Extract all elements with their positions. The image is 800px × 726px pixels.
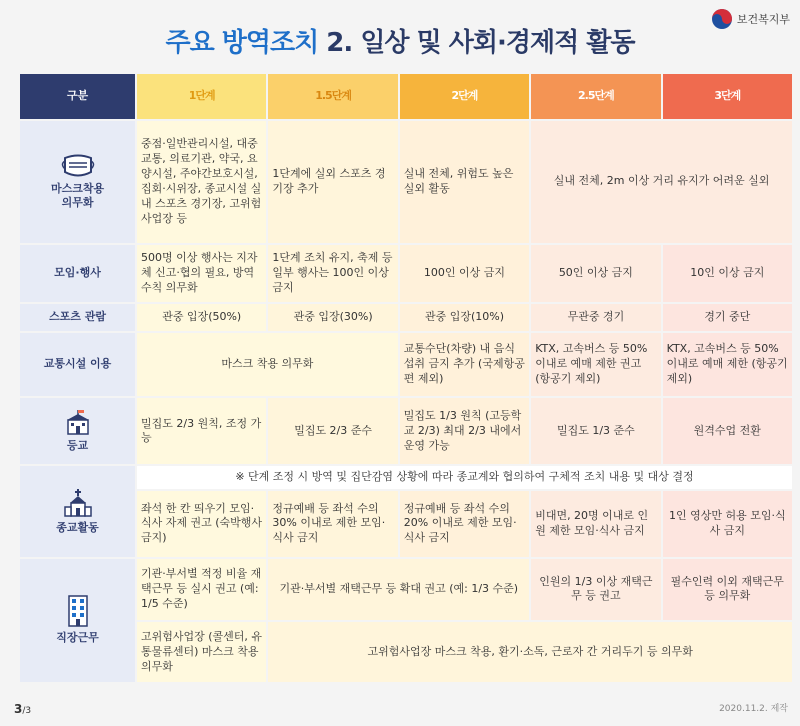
row-label-school: [20, 398, 135, 464]
page-title: [0, 22, 800, 59]
page-indicator: [14, 702, 31, 716]
school-level-3: 원격수업 전환: [663, 398, 792, 464]
work-level-1-remote: 기관·부서별 적정 비율 재택근무 등 실시 권고 (예: 1/5 수준): [137, 559, 266, 621]
row-label-mask: [20, 121, 135, 242]
page-number: 3: [14, 702, 23, 716]
transport-level-1-1-5: 마스크 착용 의무화: [137, 333, 398, 397]
header-level-3: 3단계: [663, 74, 792, 119]
row-label-mask-line1: 마스크착용: [50, 181, 105, 195]
row-sports: [20, 304, 792, 331]
mask-level-2: 실내 전체, 위험도 높은 실외 활동: [400, 121, 529, 242]
row-label-work: [20, 559, 135, 682]
row-gathering: [20, 245, 792, 303]
mask-level-1-5: 1단계에 실외 스포츠 경기장 추가: [268, 121, 397, 242]
work-level-1-highrisk: 고위험사업장 (콜센터, 유통물류센터) 마스크 착용 의무화: [137, 622, 266, 682]
sports-level-1-5: 관중 입장(30%): [268, 304, 397, 331]
gathering-level-1: 500명 이상 행사는 지자체 신고·협의 필요, 방역수칙 의무화: [137, 245, 266, 303]
mask-level-2-5-3: 실내 전체, 2m 이상 거리 유지가 어려운 실외: [531, 121, 792, 242]
school-icon: [61, 408, 95, 436]
measures-table: [18, 72, 794, 684]
office-building-icon: [65, 594, 91, 628]
header-level-1: 1단계: [137, 74, 266, 119]
row-school: [20, 398, 792, 464]
religion-note: ※ 단계 조정 시 방역 및 집단감염 상황에 따라 종교계와 협의하여 구체적 조치 내용 및 대상 결정: [137, 466, 792, 489]
page-total: /3: [22, 706, 32, 716]
row-label-gathering: 모임·행사: [20, 245, 135, 303]
row-work-a: [20, 559, 792, 621]
title-part1: 주요 방역조치: [165, 28, 319, 58]
work-level-1-5-3-highrisk: 고위험사업장 마스크 착용, 환기·소독, 근로자 간 거리두기 등 의무화: [268, 622, 792, 682]
header-category: 구분: [20, 74, 135, 119]
row-label-mask-line2: 의무화: [61, 196, 94, 210]
religion-level-2: 정규예배 등 좌석 수의 20% 이내로 제한 모임·식사 금지: [400, 491, 529, 557]
work-level-2-5-remote: 인원의 1/3 이상 재택근무 등 권고: [531, 559, 660, 621]
transport-level-2-5: KTX, 고속버스 등 50% 이내로 예매 제한 권고 (항공기 제외): [531, 333, 660, 397]
sports-level-2-5: 무관중 경기: [531, 304, 660, 331]
sports-level-2: 관중 입장(10%): [400, 304, 529, 331]
row-label-religion: [20, 466, 135, 556]
school-level-1: 밀집도 2/3 원칙, 조정 가능: [137, 398, 266, 464]
row-label-religion-text: 종교활동: [56, 520, 99, 534]
header-level-1-5: 1.5단계: [268, 74, 397, 119]
logo-text: 보건복지부: [736, 13, 790, 26]
gathering-level-2-5: 50인 이상 금지: [531, 245, 660, 303]
row-label-work-text: 직장근무: [56, 631, 99, 645]
row-mask: [20, 121, 792, 242]
gathering-level-1-5: 1단계 조치 유지, 축제 등 일부 행사는 100인 이상 금지: [268, 245, 397, 303]
sports-level-3: 경기 중단: [663, 304, 792, 331]
mask-level-1: 중점·일반관리시설, 대중교통, 의료기관, 약국, 요양시설, 주야간보호시설, 집회·시위장, 종교시설 실내 스포츠 경기장, 고위험 사업장 등: [137, 121, 266, 242]
school-level-1-5: 밀집도 2/3 준수: [268, 398, 397, 464]
church-icon: [62, 488, 94, 518]
work-level-1-5-2-remote: 기관·부서별 재택근무 등 확대 권고 (예: 1/3 수준): [268, 559, 529, 621]
row-religion: [20, 491, 792, 557]
ministry-logo: [711, 8, 790, 30]
row-label-transport: 교통시설 이용: [20, 333, 135, 397]
row-label-school-text: 등교: [66, 439, 89, 453]
taegeuk-icon: [711, 8, 733, 30]
title-part2: 2. 일상 및 사회·경제적 활동: [326, 28, 635, 58]
production-date: 2020.11.2. 제작: [719, 704, 788, 714]
school-level-2: 밀집도 1/3 원칙 (고등학교 2/3) 최대 2/3 내에서 운영 가능: [400, 398, 529, 464]
row-work-b: [20, 622, 792, 682]
religion-level-3: 1인 영상만 허용 모임·식사 금지: [663, 491, 792, 557]
transport-level-2: 교통수단(차량) 내 음식 섭취 금지 추가 (국제항공편 제외): [400, 333, 529, 397]
gathering-level-3: 10인 이상 금지: [663, 245, 792, 303]
religion-level-2-5: 비대면, 20명 이내로 인원 제한 모임·식사 금지: [531, 491, 660, 557]
row-label-sports: 스포츠 관람: [20, 304, 135, 331]
row-transport: [20, 333, 792, 397]
transport-level-3: KTX, 고속버스 등 50% 이내로 예매 제한 (항공기 제외): [663, 333, 792, 397]
religion-level-1-5: 정규예배 등 좌석 수의 30% 이내로 제한 모임·식사 금지: [268, 491, 397, 557]
row-religion-note: [20, 466, 792, 489]
school-level-2-5: 밀집도 1/3 준수: [531, 398, 660, 464]
face-mask-icon: [59, 153, 97, 179]
header-row: [20, 74, 792, 119]
work-level-3-remote: 필수인력 이외 재택근무 등 의무화: [663, 559, 792, 621]
sports-level-1: 관중 입장(50%): [137, 304, 266, 331]
religion-level-1: 좌석 한 칸 띄우기 모임·식사 자제 권고 (숙박행사 금지): [137, 491, 266, 557]
header-level-2-5: 2.5단계: [531, 74, 660, 119]
header-level-2: 2단계: [400, 74, 529, 119]
gathering-level-2: 100인 이상 금지: [400, 245, 529, 303]
